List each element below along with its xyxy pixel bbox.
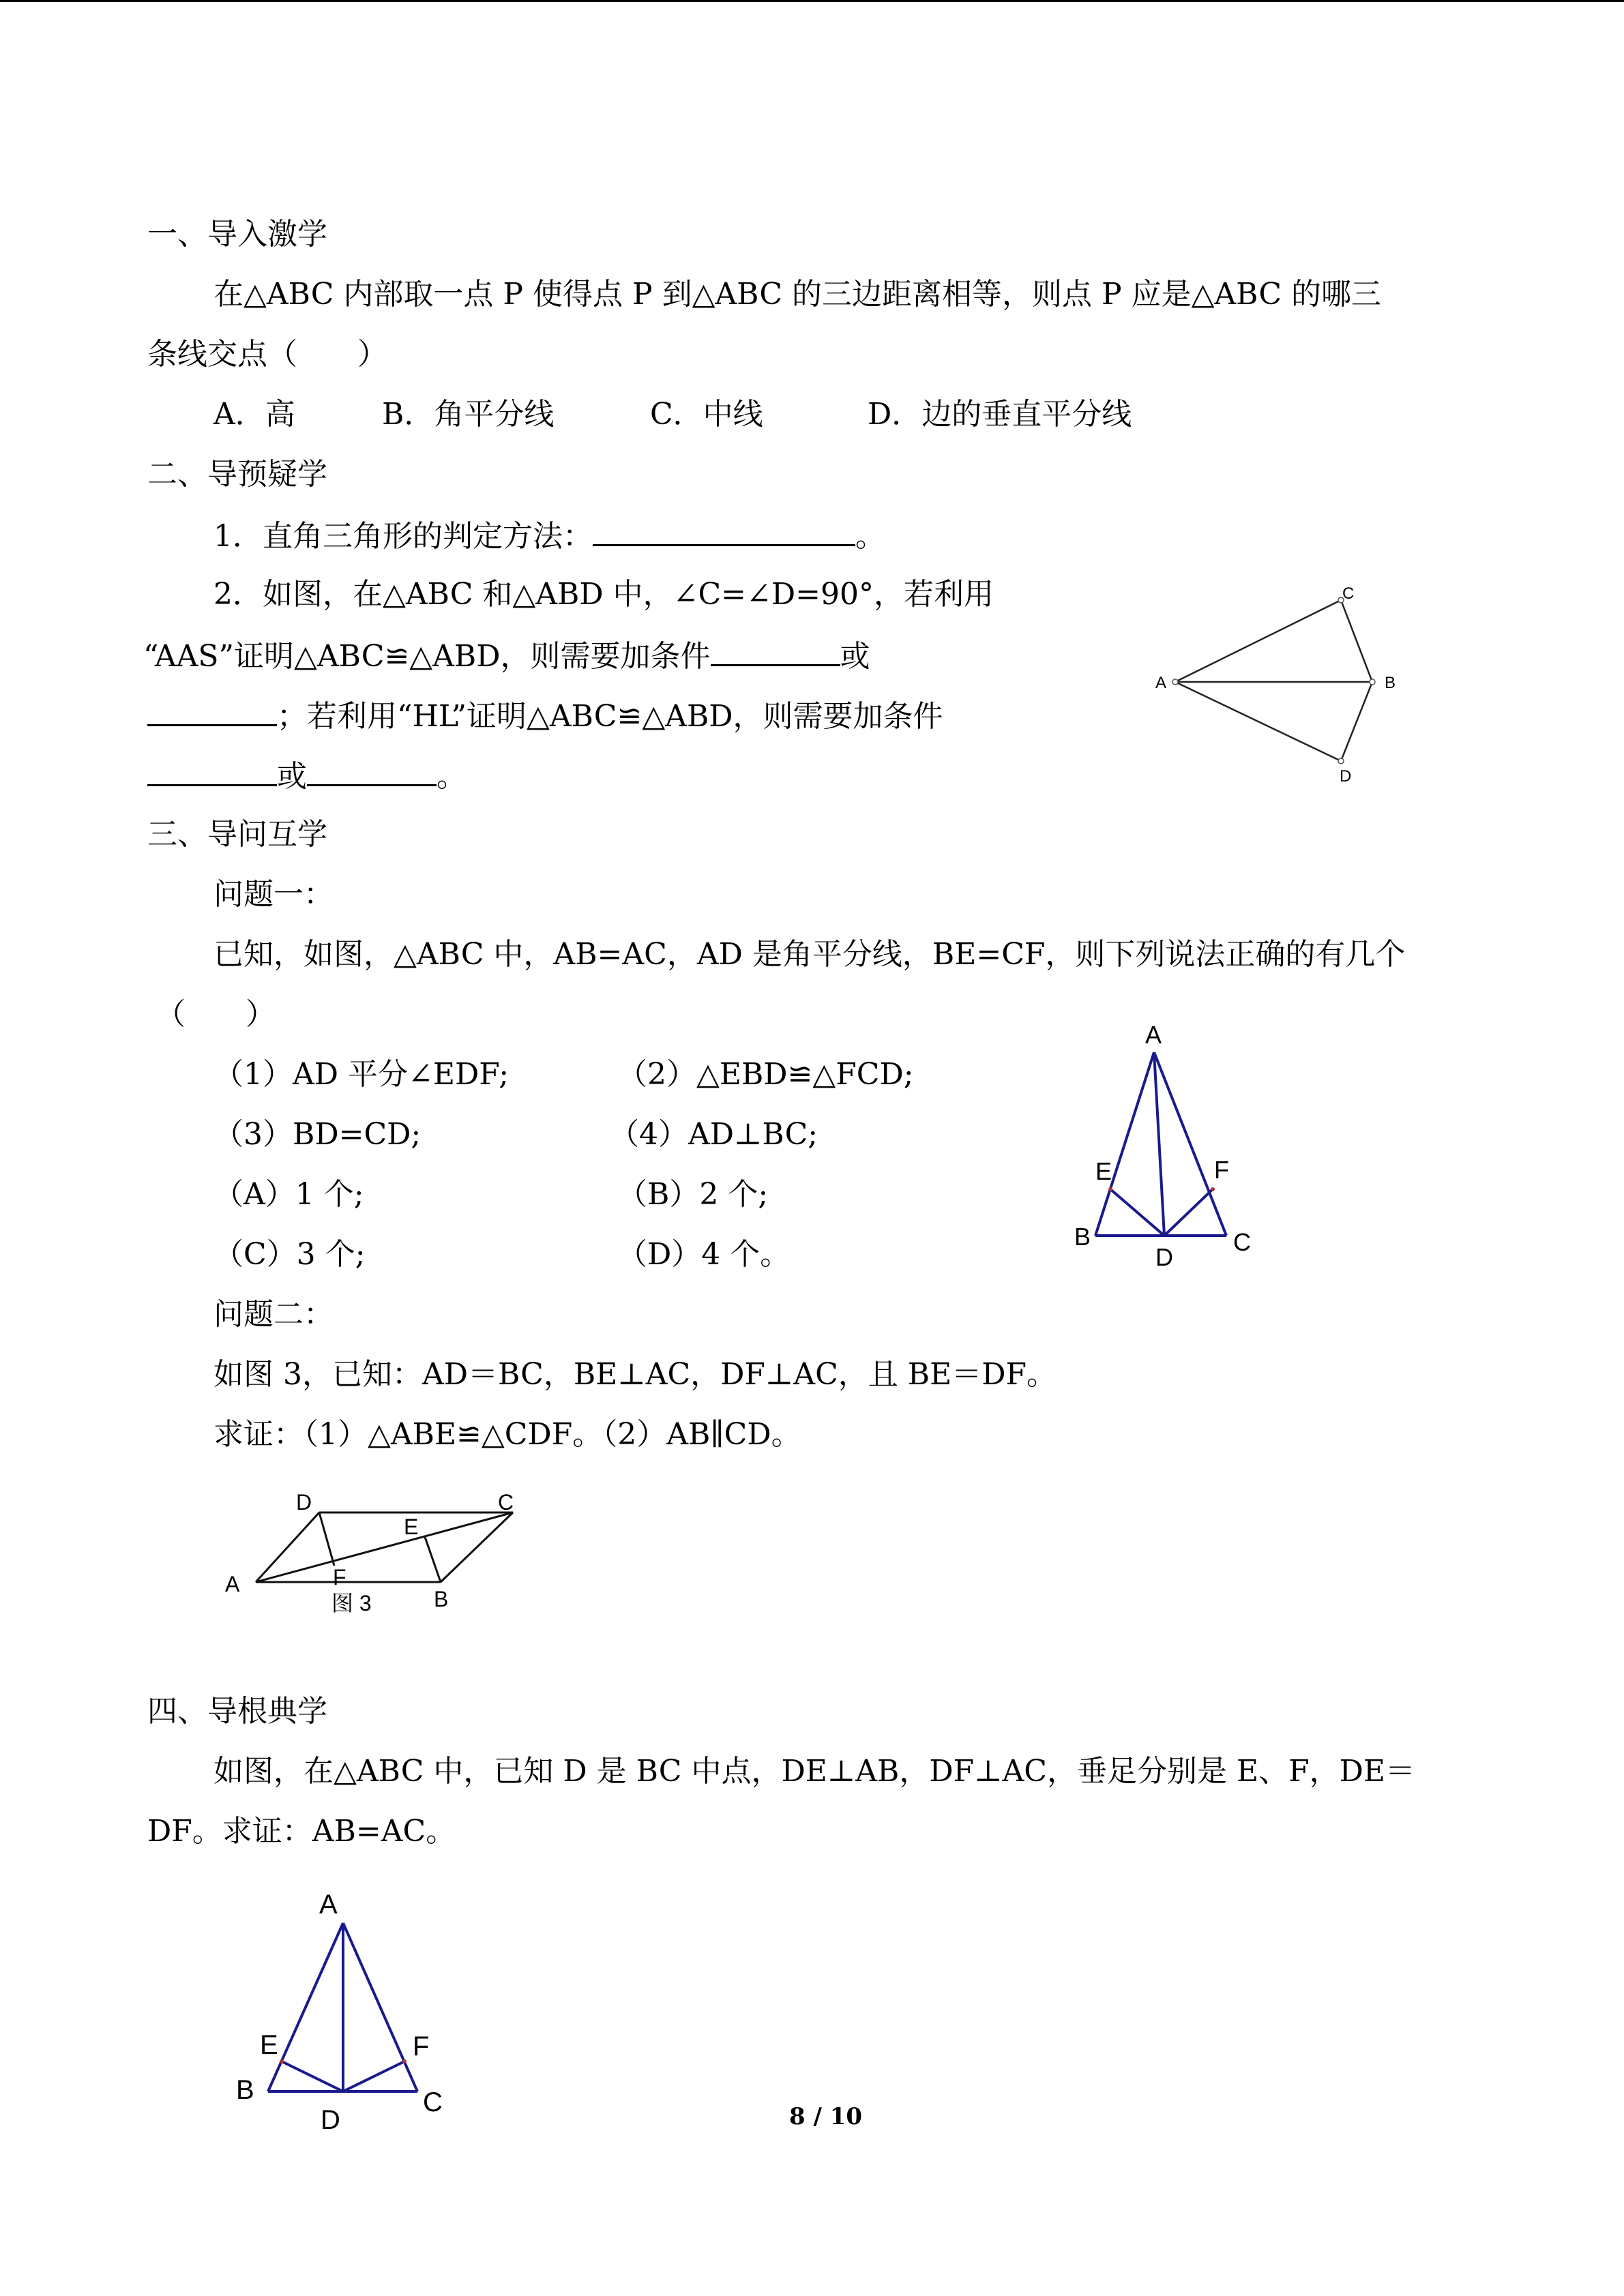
- label-a: A: [1155, 674, 1167, 692]
- top-border: [0, 0, 1624, 2]
- problem-1-line1: 已知，如图，△ABC 中，AB=AC，AD 是角平分线，BE=CF，则下列说法正确的有几个: [213, 937, 1406, 972]
- label-d: D: [1155, 1243, 1173, 1271]
- answer-blank: [593, 514, 855, 546]
- section-3-title: 三、导问互学: [147, 817, 327, 852]
- label-d: D: [296, 1490, 312, 1515]
- label-b: B: [1385, 674, 1396, 692]
- label-f: F: [1214, 1156, 1229, 1184]
- page-number: 8 / 10: [789, 2103, 863, 2130]
- section-1-title: 一、导入激学: [147, 217, 327, 252]
- figure-3-parallelogram: [218, 1487, 532, 1623]
- problem-1-line2: （ ）: [156, 997, 276, 1032]
- label-a: A: [1145, 1021, 1162, 1049]
- answer-blank: [147, 754, 277, 786]
- section-2-item1: 1．直角三角形的判定方法： 。: [213, 514, 885, 557]
- label-e: E: [260, 2030, 278, 2060]
- statement-1: （1）AD 平分∠EDF;: [213, 1057, 510, 1092]
- figure-problem-1-triangle: [1064, 1016, 1269, 1275]
- statement-4: （4）AD⊥BC;: [609, 1117, 818, 1152]
- label-d: D: [1340, 767, 1352, 786]
- statement-3: （3）BD=CD;: [213, 1117, 422, 1152]
- section-2-item2-line3: ；若利用“HL”证明△ABC≌△ABD，则需要加条件: [147, 694, 943, 737]
- label-e: E: [1095, 1157, 1112, 1185]
- section-4-line2: DF。求证：AB=AC。: [147, 1814, 456, 1849]
- option-a: A．高: [213, 397, 295, 432]
- problem-2-title: 问题二：: [213, 1297, 334, 1332]
- section-1-question-line1: 在△ABC 内部取一点 P 使得点 P 到△ABC 的三边距离相等，则点 P 应是△ABC 的哪三: [213, 277, 1381, 312]
- problem-1-title: 问题一：: [213, 877, 334, 912]
- section-1-question-line2: 条线交点（ ）: [147, 337, 387, 372]
- label-b: B: [1074, 1223, 1091, 1251]
- option-c: C．中线: [650, 397, 763, 432]
- choice-b: （B）2 个;: [617, 1177, 769, 1212]
- section-4-title: 四、导根典学: [147, 1694, 327, 1729]
- figure-section-4-triangle: [225, 1882, 471, 2148]
- label-d: D: [321, 2105, 340, 2135]
- choice-c: （C）3 个;: [213, 1237, 366, 1272]
- section-2-title: 二、导预疑学: [147, 457, 327, 492]
- label-c: C: [423, 2087, 443, 2117]
- answer-blank: [307, 754, 437, 786]
- label-a: A: [319, 1890, 338, 1920]
- option-b: B．角平分线: [382, 397, 555, 432]
- label-c: C: [1233, 1228, 1251, 1256]
- section-2-item2-line2: “AAS”证明△ABC≌△ABD，则需要加条件 或: [143, 634, 870, 677]
- figure-abcd-kite: [1146, 580, 1405, 791]
- statement-2: （2）△EBD≌△FCD;: [617, 1057, 914, 1092]
- label-b: B: [434, 1587, 449, 1611]
- label-a: A: [225, 1572, 240, 1596]
- answer-blank: [147, 694, 277, 726]
- section-2-item2-line1: 2．如图，在△ABC 和△ABD 中，∠C=∠D=90°，若利用: [213, 577, 994, 612]
- choice-d: （D）4 个。: [617, 1237, 791, 1272]
- figure-caption: 图 3: [331, 1591, 372, 1615]
- answer-blank: [711, 634, 840, 666]
- label-c: C: [498, 1490, 514, 1515]
- problem-2-line1: 如图 3，已知：AD＝BC，BE⊥AC，DF⊥AC，且 BE＝DF。: [213, 1357, 1057, 1392]
- option-d: D．边的垂直平分线: [868, 397, 1132, 432]
- problem-2-line2: 求证：（1）△ABE≌△CDF。（2）AB∥CD。: [213, 1417, 801, 1452]
- section-4-line1: 如图，在△ABC 中，已知 D 是 BC 中点，DE⊥AB，DF⊥AC，垂足分别是 E、F，DE＝: [213, 1754, 1415, 1789]
- label-f: F: [333, 1565, 346, 1590]
- label-e: E: [404, 1515, 419, 1539]
- label-f: F: [413, 2031, 430, 2061]
- label-b: B: [236, 2075, 254, 2105]
- choice-a: （A）1 个;: [213, 1177, 364, 1212]
- section-2-item2-line4: 或 。: [147, 754, 467, 797]
- label-c: C: [1342, 584, 1355, 603]
